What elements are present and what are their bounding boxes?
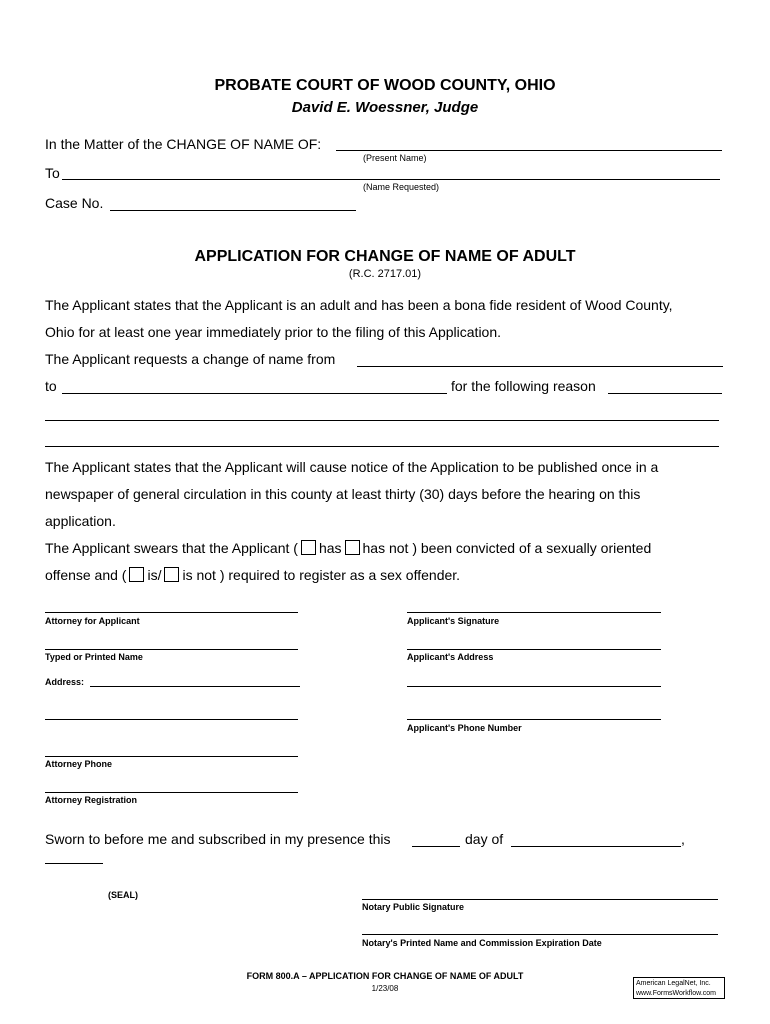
case-number-line[interactable] <box>110 210 356 211</box>
to-name-label: to <box>45 378 57 394</box>
applicant-address-label: Applicant's Address <box>407 652 494 662</box>
applicant-address-line-2[interactable] <box>407 686 661 687</box>
comma: , <box>681 831 685 847</box>
brand-line-1: American LegalNet, Inc. <box>636 980 711 987</box>
is-text: is/ <box>147 567 162 583</box>
present-name-hint: (Present Name) <box>363 153 427 163</box>
form-title: APPLICATION FOR CHANGE OF NAME OF ADULT <box>194 248 576 265</box>
address-label: Address: <box>45 677 85 687</box>
para2-line1: The Applicant states that the Applicant will cause notice of the Application to be published once in a <box>45 459 659 475</box>
notary-printed-line[interactable] <box>362 934 718 935</box>
is-checkbox[interactable] <box>129 567 144 582</box>
is-not-text: is not ) required to register as a sex offender. <box>182 567 461 583</box>
swear-line <box>45 540 651 556</box>
applicant-phone-line[interactable] <box>407 719 661 720</box>
attorney-address-line-1[interactable] <box>90 686 300 687</box>
para1-line2: Ohio for at least one year immediately prior to the filing of this Application. <box>45 324 502 340</box>
reason-label: for the following reason <box>451 378 596 394</box>
matter-label: In the Matter of the CHANGE OF NAME OF: <box>45 136 322 152</box>
present-name-line[interactable] <box>336 150 722 151</box>
request-label: The Applicant requests a change of name from <box>45 351 336 367</box>
change-to-line[interactable] <box>62 393 447 394</box>
month-line[interactable] <box>511 846 681 847</box>
judge-name: David E. Woessner, Judge <box>291 99 479 116</box>
form-id: FORM 800.A – APPLICATION FOR CHANGE OF NAME OF ADULT <box>246 971 524 981</box>
attorney-registration-label: Attorney Registration <box>45 795 138 805</box>
reason-line-1[interactable] <box>608 393 722 394</box>
offense-line <box>45 567 460 583</box>
para1-line1: The Applicant states that the Applicant is an adult and has been a bona fide resident of Wood County, <box>45 297 673 313</box>
brand-line-2: www.FormsWorkflow.com <box>636 990 716 997</box>
name-requested-hint: (Name Requested) <box>363 182 440 192</box>
seal-label: (SEAL) <box>108 890 138 900</box>
name-requested-line[interactable] <box>62 179 720 180</box>
typed-name-label: Typed or Printed Name <box>45 652 143 662</box>
attorney-for-applicant-line[interactable] <box>45 612 298 613</box>
attorney-for-applicant-label: Attorney for Applicant <box>45 616 140 626</box>
year-line[interactable] <box>45 863 103 864</box>
court-title: PROBATE COURT OF WOOD COUNTY, OHIO <box>214 77 556 94</box>
reason-line-3[interactable] <box>45 446 719 447</box>
has-checkbox[interactable] <box>301 540 316 555</box>
applicant-phone-label: Applicant's Phone Number <box>407 723 522 733</box>
has-text: has <box>318 540 342 556</box>
day-line[interactable] <box>412 846 460 847</box>
applicant-signature-label: Applicant's Signature <box>407 616 500 626</box>
attorney-registration-line[interactable] <box>45 792 298 793</box>
notary-signature-line[interactable] <box>362 899 718 900</box>
case-number-label: Case No. <box>45 195 104 211</box>
day-of-text: day of <box>465 831 504 847</box>
typed-name-line[interactable] <box>45 649 298 650</box>
statute-ref: (R.C. 2717.01) <box>348 268 422 280</box>
applicant-signature-line[interactable] <box>407 612 661 613</box>
attorney-phone-line[interactable] <box>45 756 298 757</box>
sworn-text: Sworn to before me and subscribed in my presence this <box>45 831 391 847</box>
offense-pre-text: offense and ( <box>45 567 127 583</box>
brand-box <box>633 977 725 999</box>
to-label: To <box>45 165 60 181</box>
is-not-checkbox[interactable] <box>164 567 179 582</box>
para2-line2: newspaper of general circulation in this county at least thirty (30) days before the hearing on this <box>45 486 641 502</box>
notary-printed-label: Notary's Printed Name and Commission Expiration Date <box>362 938 602 948</box>
para2-line3: application. <box>45 513 116 529</box>
change-from-line[interactable] <box>357 366 723 367</box>
notary-signature-label: Notary Public Signature <box>362 902 465 912</box>
reason-line-2[interactable] <box>45 420 719 421</box>
form-date: 1/23/08 <box>371 984 399 993</box>
swear-pre-text: The Applicant swears that the Applicant ( <box>45 540 298 556</box>
has-not-checkbox[interactable] <box>345 540 360 555</box>
applicant-address-line-1[interactable] <box>407 649 661 650</box>
attorney-phone-label: Attorney Phone <box>45 759 113 769</box>
attorney-address-line-2[interactable] <box>45 719 298 720</box>
has-not-text: has not ) been convicted of a sexually oriented <box>362 540 652 556</box>
